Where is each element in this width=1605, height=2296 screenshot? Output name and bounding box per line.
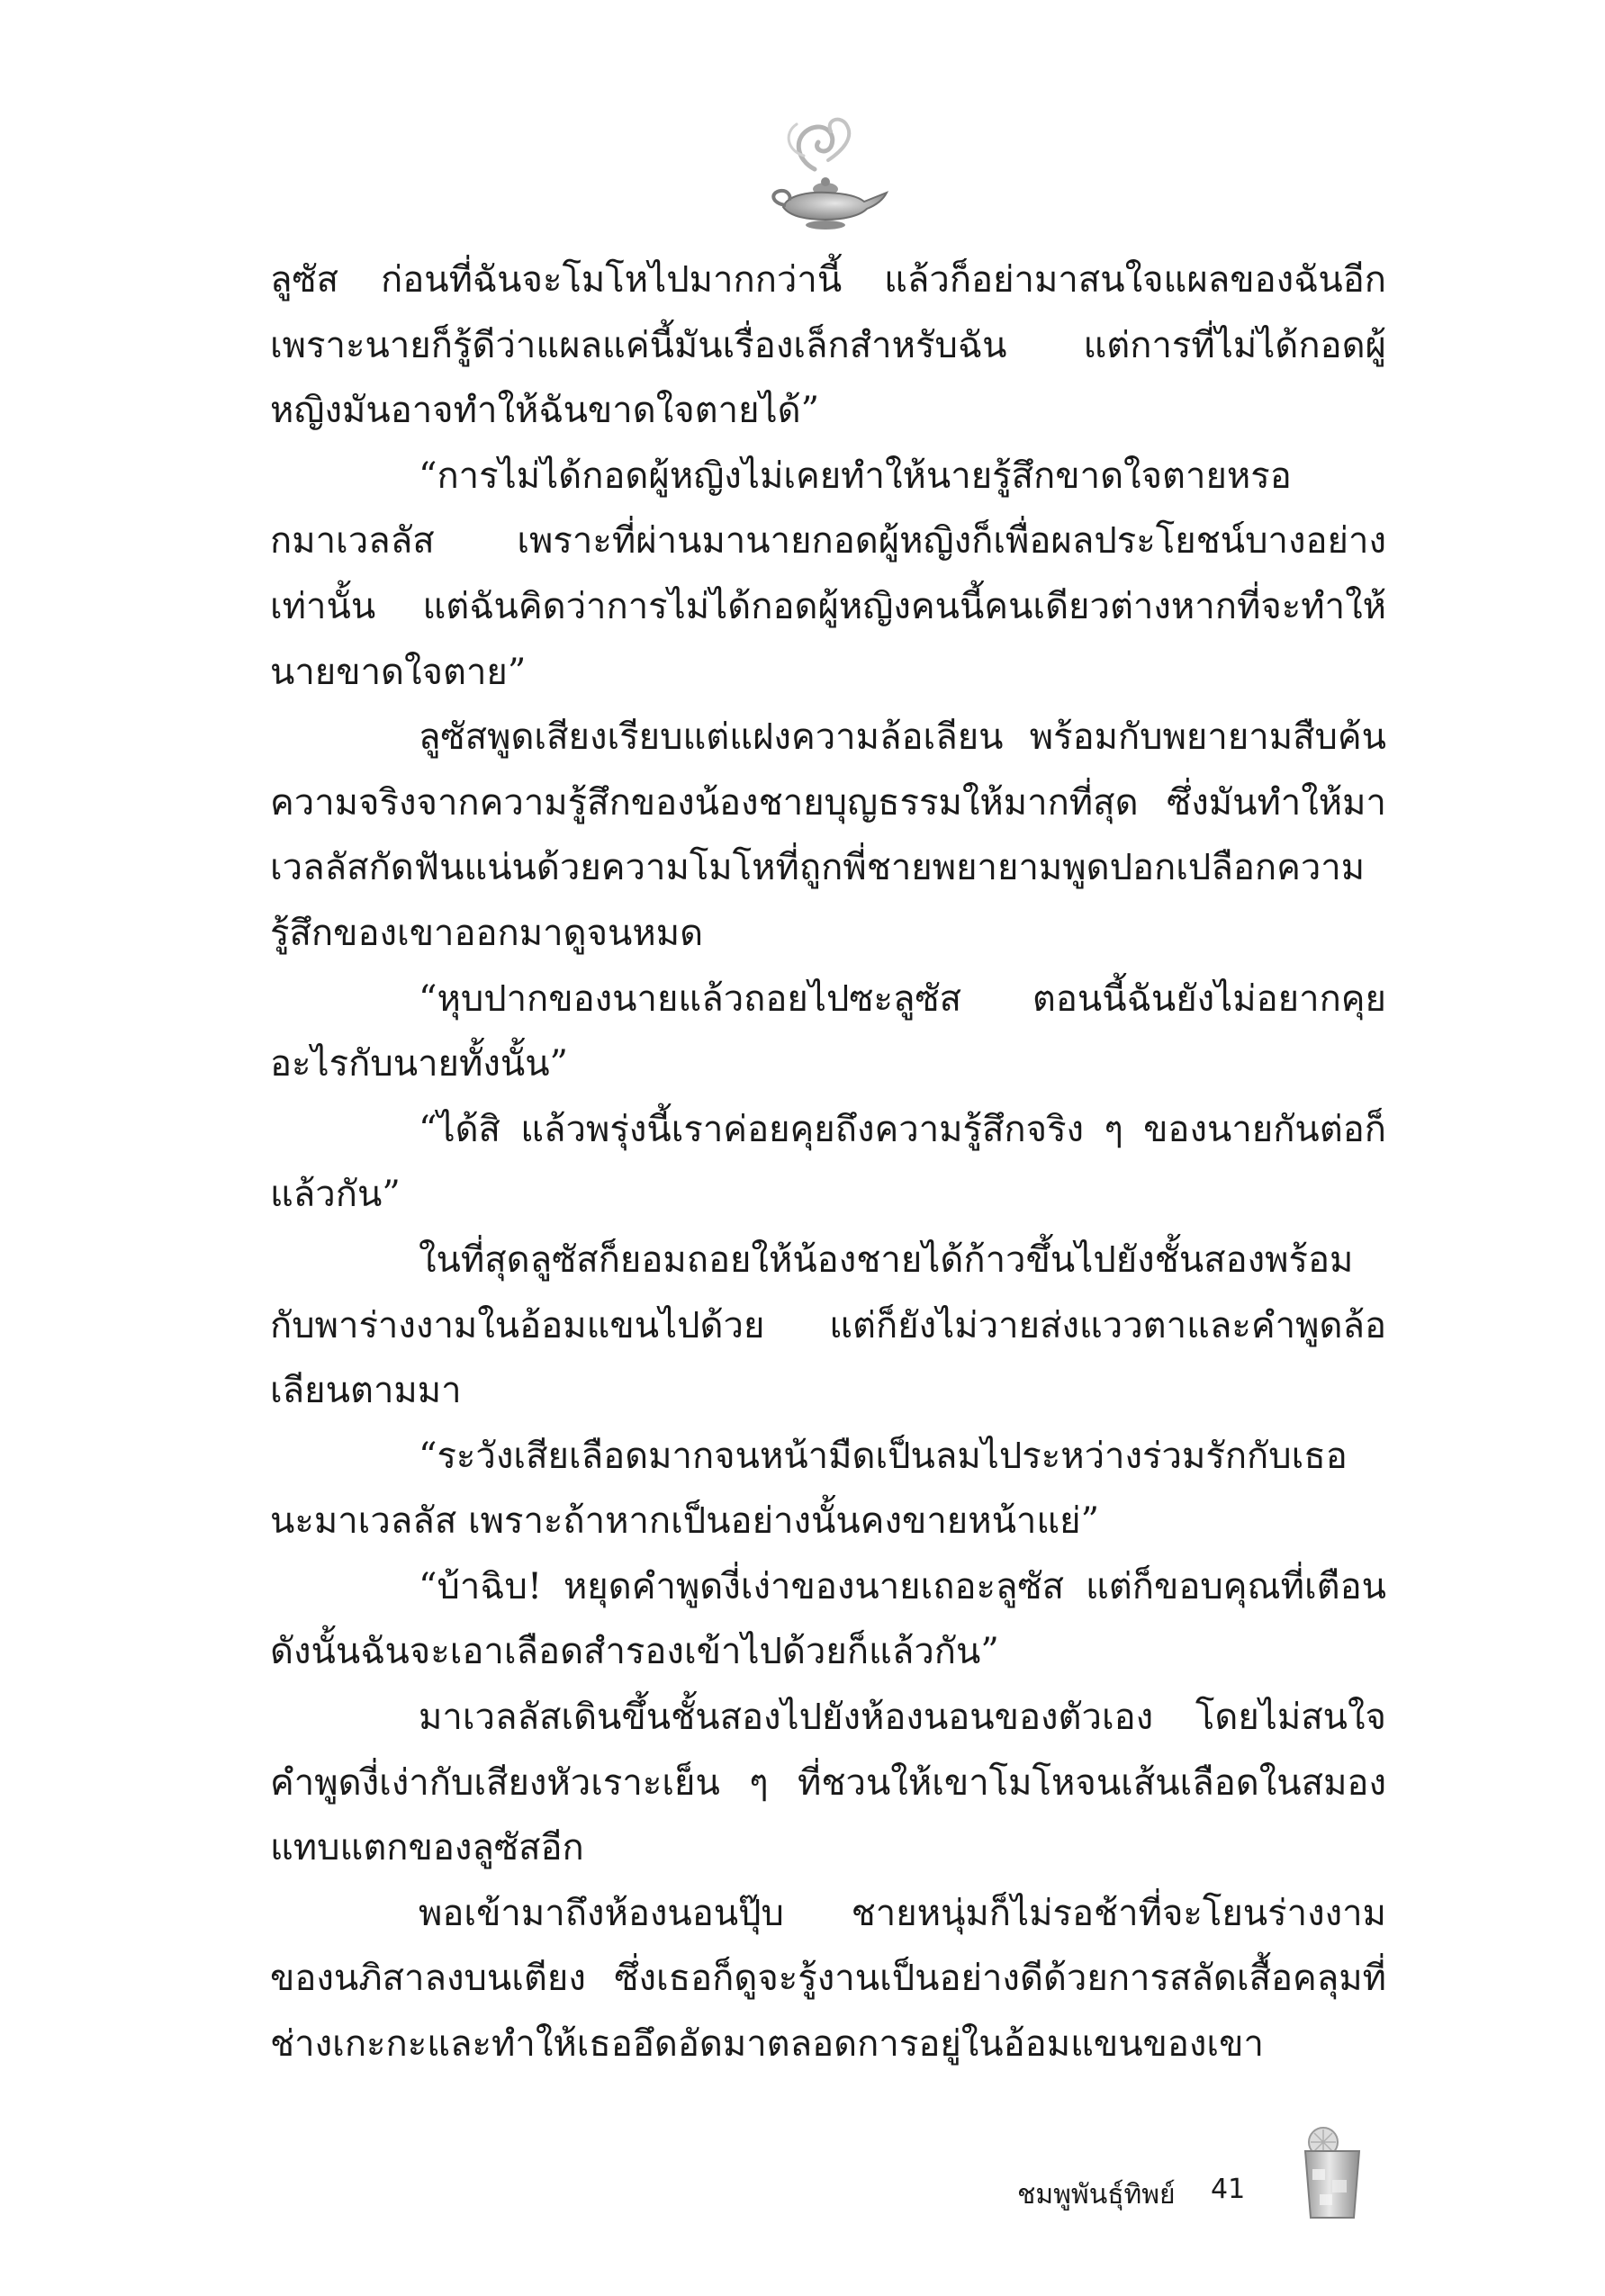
paragraph-6: ในที่สุดลูซัสก็ยอมถอยให้น้องชายได้ก้าวขึ้นไปยังชั้นสองพร้อมกับพาร่างงามในอ้อมแขนไปด้วย แต่ก็ยังไม่วายส่งแววตาและคำพูดล้อเลียนตามมา [270,1238,1386,1412]
paragraph-4: “หุบปากของนายแล้วถอยไปซะลูซัส ตอนนี้ฉันยังไม่อยากคุยอะไรกับนายทั้งนั้น” [270,977,1386,1085]
paragraph-8: “บ้าฉิบ! หยุดคำพูดงี่เง่าของนายเถอะลูซัส แต่ก็ขอบคุณที่เตือนดังนั้นฉันจะเอาเลือดสำรองเข้าไปด้วยก็แล้วกัน” [270,1565,1386,1673]
paragraph-2: “การไม่ได้กอดผู้หญิงไม่เคยทำให้นายรู้สึกขาดใจตายหรอกมาเวลลัส เพราะที่ผ่านมานายกอดผู้หญิงก็เพื่อผลประโยชน์บางอย่างเท่านั้น แต่ฉันคิดว่าการไม่ได้กอดผู้หญิงคนนี้คนเดียวต่างหากที่จะทำให้นายขาดใจตาย” [270,455,1386,693]
glass-icon [1296,2124,1368,2223]
genie-lamp-icon [761,106,896,241]
paragraph-5: “ได้สิ แล้วพรุ่งนี้เราค่อยคุยถึงความรู้สึกจริง ๆ ของนายกันต่อก็แล้วกัน” [270,1108,1386,1216]
page-number: 41 [1211,2174,1246,2205]
paragraph-7: “ระวังเสียเลือดมากจนหน้ามืดเป็นลมไประหว่างร่วมรักกับเธอนะมาเวลลัส เพราะถ้าหากเป็นอย่างนั้นคงขายหน้าแย่” [270,1435,1348,1543]
paragraph-9: มาเวลลัสเดินขึ้นชั้นสองไปยังห้องนอนของตัวเอง โดยไม่สนใจคำพูดงี่เง่ากับเสียงหัวเราะเย็น ๆ ที่ชวนให้เขาโมโหจนเส้นเลือดในสมองแทบแตกของลูซัสอีก [270,1697,1386,1869]
book-title: ชมพูพันธุ์ทิพย์ [1017,2179,1176,2210]
body-text [270,248,1386,2077]
paragraph-3: ลูซัสพูดเสียงเรียบแต่แฝงความล้อเลียน พร้อมกับพยายามสืบค้นความจริงจากความรู้สึกของน้องชายบุญธรรมให้มากที่สุด ซึ่งมันทำให้มาเวลลัสกัดฟันแน่นด้วยความโมโหที่ถูกพี่ชายพยายามพูดปอกเปลือกความรู้สึกของเขาออกมาดูจนหมด [270,716,1386,954]
paragraph-1: ลูซัส ก่อนที่ฉันจะโมโหไปมากกว่านี้ แล้วก็อย่ามาสนใจแผลของฉันอีก เพราะนายก็รู้ดีว่าแผลแค่นี้มันเรื่องเล็กสำหรับฉัน แต่การที่ไม่ได้กอดผู้หญิงมันอาจทำให้ฉันขาดใจตายได้” [270,259,1386,432]
paragraph-10: พอเข้ามาถึงห้องนอนปุ๊บ ชายหนุ่มก็ไม่รอช้าที่จะโยนร่างงามของนภิสาลงบนเตียง ซึ่งเธอก็ดูจะรู้งานเป็นอย่างดีด้วยการสลัดเสื้อคลุมที่ช่างเกะกะและทำให้เธออึดอัดมาตลอดการอยู่ในอ้อมแขนของเขา [270,1892,1386,2066]
